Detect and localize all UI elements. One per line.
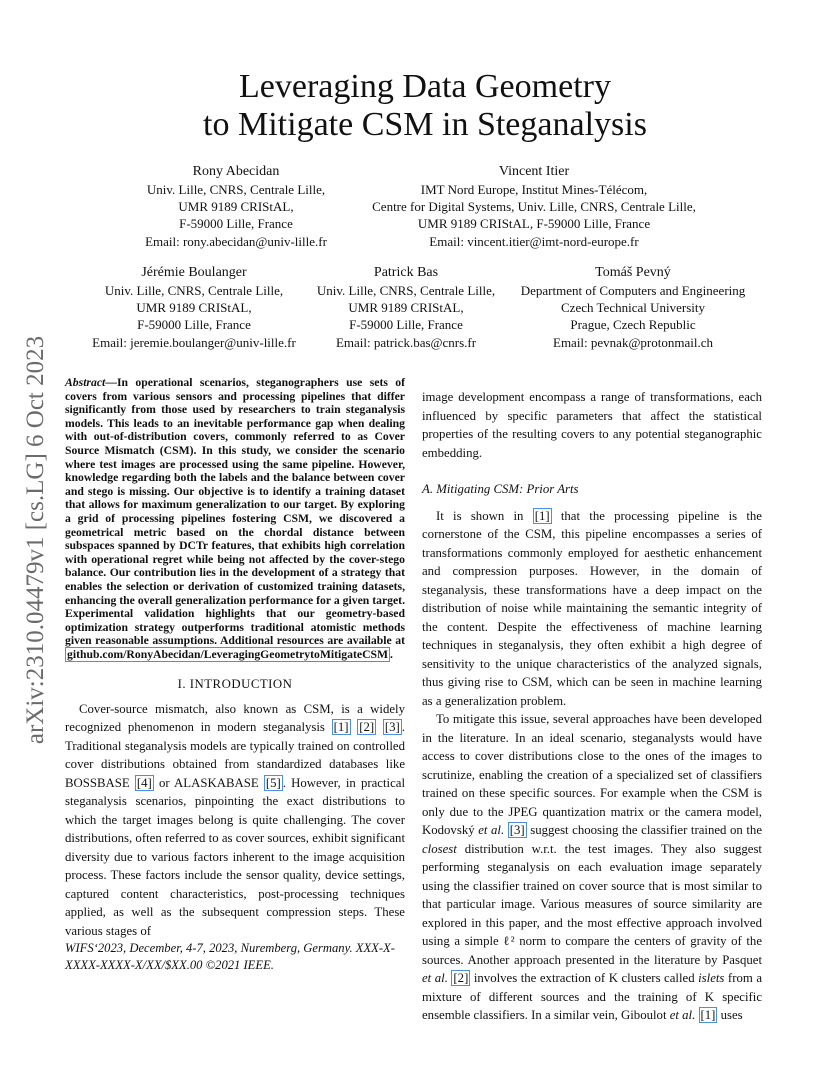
citation-link[interactable]: [3] [509,823,525,837]
affiliation-line: Univ. Lille, CNRS, Centrale Lille, [104,283,284,298]
text-run: uses [717,1008,743,1022]
citation-link[interactable]: [2] [359,720,375,735]
arxiv-stamp[interactable]: arXiv:2310.04479v1 [cs.LG] 6 Oct 2023 [22,335,49,745]
text-run: . Traditional steganalysis models are typically trained on controlled cover distributions obtained from standardized databases like BOSSBASE [65,720,405,790]
affiliation-line: F-59000 Lille, France [179,216,293,232]
author-block [306,264,506,351]
citation-link[interactable]: [4] [136,775,152,790]
author-block [118,163,354,250]
text-run: To mitigate this issue, several approaches have been developed in the literature. In an ideal scenario, steganalysts would have access to cover distributions close to the ones of the images to scrutinize, enabling the creation of a specialized set of classifiers trained on these specific sources. For example when the CSM is only due to the JPEG quantization matrix or the camera model, Kodovský [422,712,762,837]
text-run: involves the extraction of K clusters called [470,971,699,985]
affiliation-line: F-59000 Lille, France [137,317,251,333]
text-run: It is shown in [436,508,533,523]
citation-link[interactable]: [1] [534,508,550,523]
citation-link[interactable]: [3] [384,720,400,735]
paper-title [60,68,790,144]
affiliation-line: F-59000 Lille, France [349,317,463,333]
author-block [344,163,724,250]
affiliation-line: UMR 9189 CRIStAL, [178,199,294,215]
affiliation-line: IMT Nord Europe, Institut Mines-Télécom, [420,182,648,197]
affiliation-line: Univ. Lille, CNRS, Centrale Lille, [316,283,496,298]
github-link[interactable]: github.com/RonyAbecidan/LeveragingGeometrytoMitigateCSM [67,647,389,661]
body-paragraph [422,507,762,711]
section-heading-introduction: I. INTRODUCTION [177,677,293,692]
text-run: suggest choosing the classifier trained on the [526,823,763,837]
body-paragraph [422,710,762,1025]
text-run: from a mixture of different sources and the training of K specific ensemble classifiers. In a similar vein, Giboulot [422,971,762,1022]
affiliation-line: Prague, Czech Republic [570,317,696,333]
left-column [65,376,405,974]
author-email: Email: vincent.itier@imt-nord-europe.fr [429,233,639,249]
author-block [76,264,312,351]
author-email: Email: pevnak@protonmail.ch [553,334,713,350]
citation-link[interactable]: [5] [265,775,281,790]
conference-footnote: WIFS‘2023, December, 4-7, 2023, Nuremberg, Germany. XXX-X-XXXX-XXXX-X/XX/$XX.00 ©2021 IEEE. [65,941,395,973]
text-run: that the processing pipeline is the cornerstone of the CSM, this pipeline encompasses a series of transformations commonly employed for aesthetic enhancement and compression purposes. However, in the domain of steganalysis, these transformations have a deep impact on the distribution of noise while maintaining the semantic integrity of the content. Despite the effectiveness of machine learning techniques in steganalysis, they often exhibit a high degree of sensitivity to the unique characteristics of the analyzed signals, thus giving rise to CSM, which can be seen in machine learning as a generalization problem. [422,508,762,708]
right-column [422,388,762,1025]
author-name: Rony Abecidan [192,164,280,179]
citation-link[interactable]: [1] [333,720,349,735]
author-name: Tomáš Pevný [595,265,671,280]
intro-paragraph [65,700,405,941]
author-email: Email: jeremie.boulanger@univ-lille.fr [92,334,296,350]
title-line-1: Leveraging Data Geometry [239,68,611,105]
affiliation-line: Czech Technical University [561,300,705,316]
continued-paragraph: image development encompass a range of transformations, each influenced by specific parameters that affect the statistical properties of the resulting covers to any potential steganographic embedding. [422,390,762,460]
subsection-heading: A. Mitigating CSM: Prior Arts [422,482,579,496]
author-name: Patrick Bas [373,265,439,280]
abstract-label: Abstract [65,376,106,389]
text-run: distribution w.r.t. the test images. They also suggest performing steganalysis on each evaluation image separately using the classifier trained on cover source that is most similar to that particular image. Various measures of source similarity are explored in this paper, and the most effective approach involved using a simple ℓ² norm to compare the centers of gravity of the sources. Another approach presented in the literature by Pasquet [422,841,762,967]
affiliation-line: UMR 9189 CRIStAL, [348,300,464,316]
author-name: Vincent Itier [498,164,570,179]
text-run: . However, in practical steganalysis scenarios, pinpointing the exact distributions to which the target images belong is quite challenging. The cover distributions, often referred to as cover sources, exhibit significant diversity due to various factors inherent to the image acquisition process. These factors include the sensor quality, device settings, captured content characteristics, post-processing techniques applied, as well as the subsequent compression steps. These various stages of [65,775,405,938]
author-name: Jérémie Boulanger [141,265,247,280]
affiliation-line: UMR 9189 CRIStAL, F-59000 Lille, France [417,216,651,232]
author-email: Email: rony.abecidan@univ-lille.fr [145,233,327,249]
affiliation-line: Department of Computers and Engineering [520,283,746,298]
italic-text: closest [422,841,457,856]
citation-link[interactable]: [1] [700,1008,716,1022]
affiliation-line: UMR 9189 CRIStAL, [136,300,252,316]
abstract-end: . [390,647,393,661]
affiliation-line: Centre for Digital Systems, Univ. Lille, CNRS, Centrale Lille, [372,199,696,215]
abstract [65,376,405,661]
italic-text: et al. [669,1008,696,1022]
italic-text: et al. [478,823,505,837]
title-line-2: to Mitigate CSM in Steganalysis [203,106,647,143]
citation-link[interactable]: [2] [453,971,469,985]
affiliation-line: Univ. Lille, CNRS, Centrale Lille, [146,182,326,197]
abstract-text: —In operational scenarios, steganographers use sets of covers from various sensors and processing pipelines that differ significantly from those used by researchers to train steganalysis models. This leads to an inevitable performance gap when dealing with out-of-distribution covers, commonly referred to as Cover Source Mismatch (CSM). In this study, we consider the scenario where test images are processed using the same pipeline. However, knowledge regarding both the labels and the balance between cover and stego is missing. Our objective is to identify a training dataset that allows for maximum generalization to our target. By exploring a grid of processing pipelines fostering CSM, we discovered a geometrical metric based on the chordal distance between subspaces spanned by DCTr features, that exhibits high correlation with operational regret while being not affected by the cover-stego balance. Our contribution lies in the development of a strategy that enables the selection or derivation of customized training datasets, enhancing the overall generalization performance for a given target. Experimental validation highlights that our geometry-based optimization strategy outperforms traditional atomistic methods given reasonable assumptions. Additional resources are available at [65,376,405,648]
text-run: or ALASKABASE [153,775,264,790]
author-email: Email: patrick.bas@cnrs.fr [335,334,477,350]
author-block [508,264,758,351]
text-run: Cover-source mismatch, also known as CSM, is a widely recognized phenomenon in modern steganalysis [65,701,405,735]
italic-text: islets [698,971,725,985]
italic-text: et al. [422,971,448,985]
